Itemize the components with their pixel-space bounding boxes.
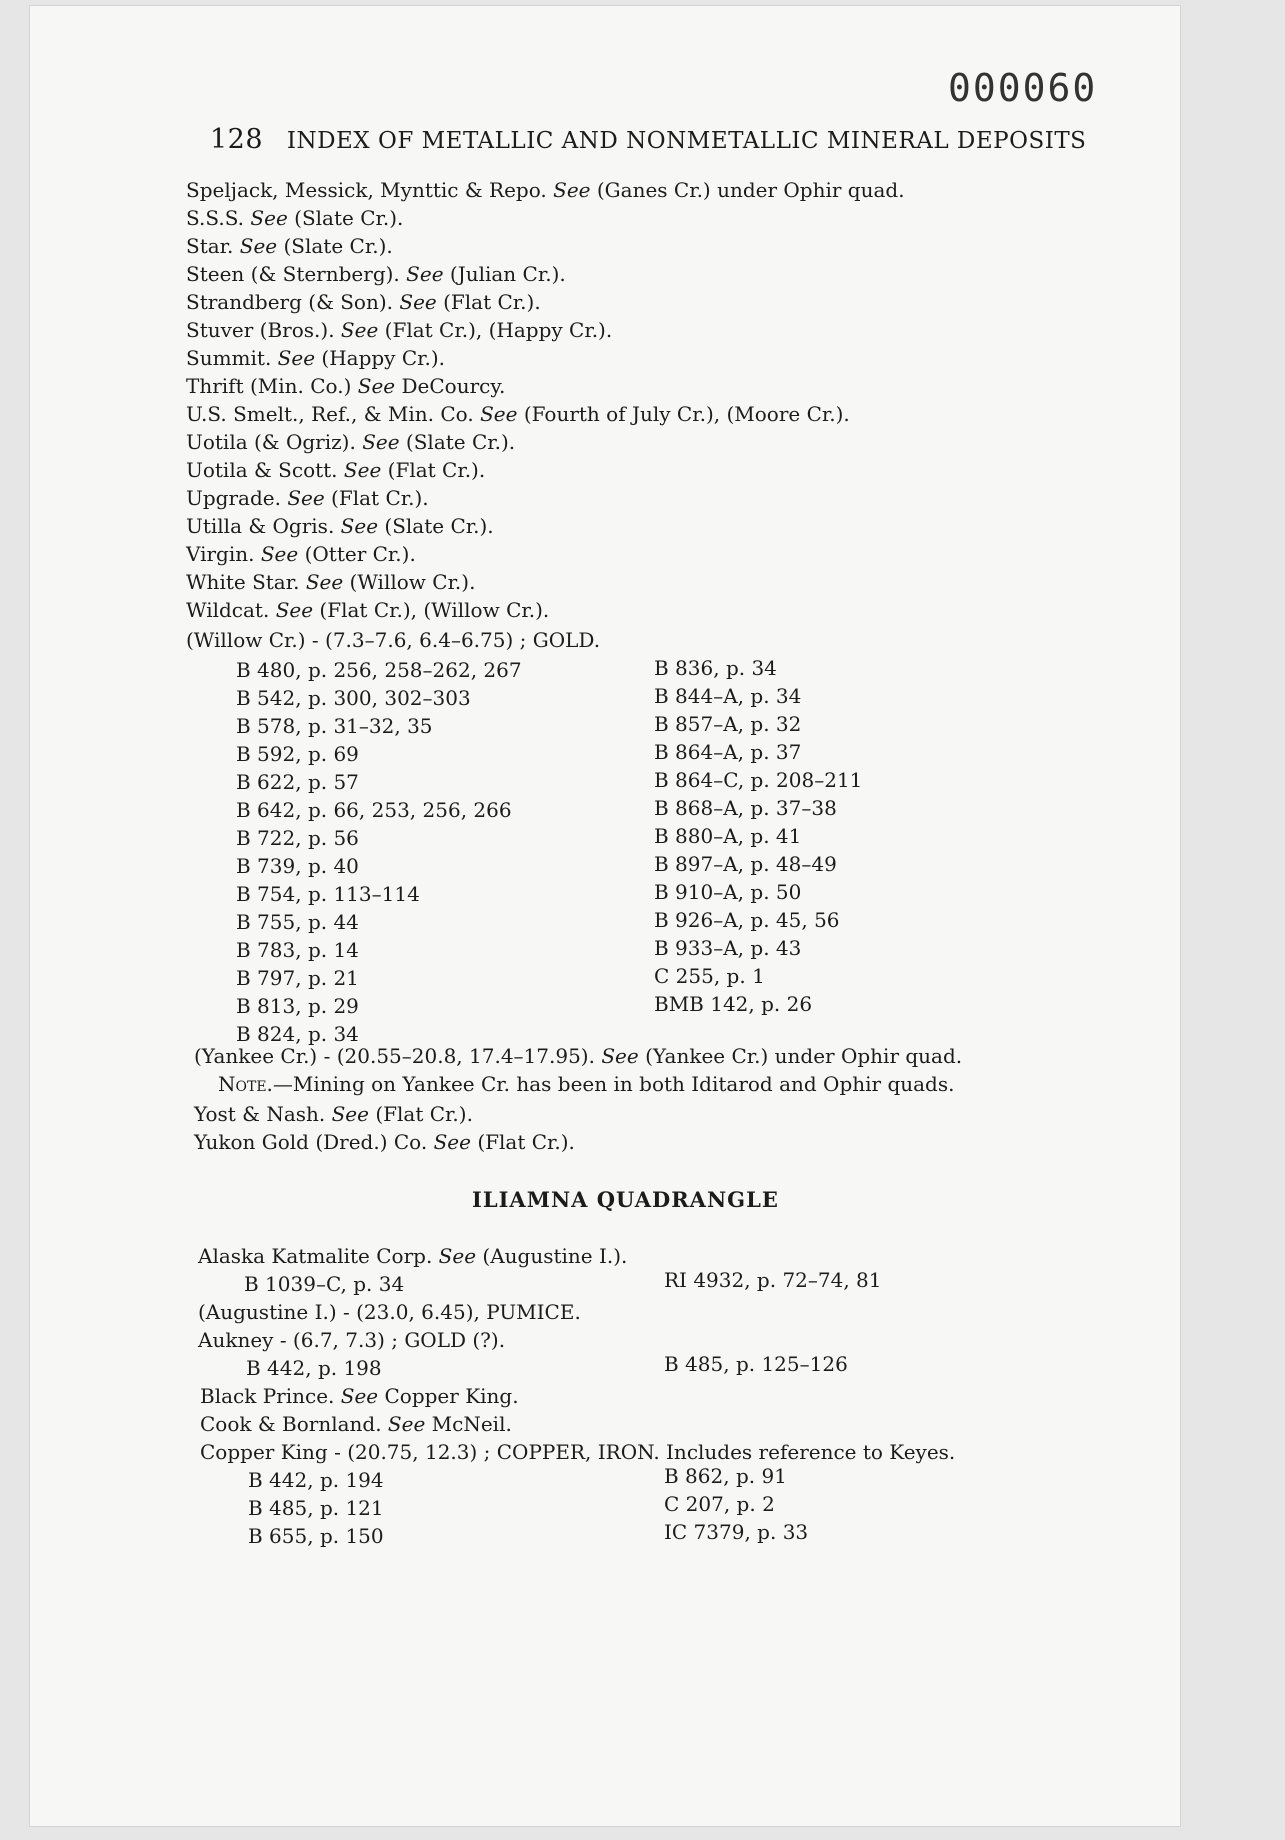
reference-item: B 933–A, p. 43 <box>654 936 802 960</box>
reference-item: B 864–A, p. 37 <box>654 740 802 764</box>
index-entry: Stuver (Bros.). See (Flat Cr.), (Happy Cr.). <box>186 318 613 342</box>
reference-item: B 442, p. 194 <box>248 1468 384 1492</box>
running-title: INDEX OF METALLIC AND NONMETALLIC MINERAL DEPOSITS <box>286 128 1087 154</box>
reference-item: B 880–A, p. 41 <box>654 824 802 848</box>
page-number: 128 <box>210 124 264 155</box>
copper-refs-right <box>664 1462 808 1546</box>
index-entry: Alaska Katmalite Corp. See (Augustine I.). <box>198 1244 628 1268</box>
section-title: ILIAMNA QUADRANGLE <box>472 1187 779 1212</box>
index-entry: Cook & Bornland. See McNeil. <box>200 1412 512 1436</box>
reference-item: IC 7379, p. 33 <box>664 1520 809 1544</box>
aukney-entry: Aukney - (6.7, 7.3) ; GOLD (?). <box>198 1328 506 1352</box>
reference-item: B 857–A, p. 32 <box>654 712 802 736</box>
reference-item: B 722, p. 56 <box>236 826 359 850</box>
index-entry: Summit. See (Happy Cr.). <box>186 346 446 370</box>
reference-item: B 485, p. 125–126 <box>664 1352 848 1376</box>
reference-item: B 755, p. 44 <box>236 910 359 934</box>
reference-item: B 578, p. 31–32, 35 <box>236 714 433 738</box>
index-entry: Steen (& Sternberg). See (Julian Cr.). <box>186 262 566 286</box>
index-entry: S.S.S. See (Slate Cr.). <box>186 206 404 230</box>
running-header <box>210 124 1086 155</box>
reference-item: B 739, p. 40 <box>236 854 359 878</box>
reference-item: B 862, p. 91 <box>664 1464 787 1488</box>
index-entry: Black Prince. See Copper King. <box>200 1384 519 1408</box>
index-entry: U.S. Smelt., Ref., & Min. Co. See (Fourth of July Cr.), (Moore Cr.). <box>186 402 850 426</box>
reference-item: B 642, p. 66, 253, 256, 266 <box>236 798 512 822</box>
reference-item: B 442, p. 198 <box>246 1356 382 1380</box>
augustine-entry: (Augustine I.) - (23.0, 6.45), PUMICE. <box>198 1300 581 1324</box>
index-entry: Strandberg (& Son). See (Flat Cr.). <box>186 290 541 314</box>
index-entry: Uotila (& Ogriz). See (Slate Cr.). <box>186 430 516 454</box>
reference-item: B 864–C, p. 208–211 <box>654 768 863 792</box>
reference-item: B 910–A, p. 50 <box>654 880 802 904</box>
reference-item: B 592, p. 69 <box>236 742 359 766</box>
reference-item: C 207, p. 2 <box>664 1492 775 1516</box>
index-entry: Yukon Gold (Dred.) Co. See (Flat Cr.). <box>194 1130 575 1154</box>
reference-item: B 754, p. 113–114 <box>236 882 420 906</box>
willow-refs-left <box>236 656 522 1048</box>
willow-heading: (Willow Cr.) - (7.3–7.6, 6.4–6.75) ; GOLD. <box>186 628 601 652</box>
reference-item: RI 4932, p. 72–74, 81 <box>664 1268 882 1292</box>
reference-item: B 813, p. 29 <box>236 994 359 1018</box>
reference-item: B 844–A, p. 34 <box>654 684 802 708</box>
copper-refs-left <box>248 1466 384 1550</box>
reference-item: B 1039–C, p. 34 <box>244 1272 405 1296</box>
copper-king-entry: Copper King - (20.75, 12.3) ; COPPER, IRON. Includes reference to Keyes. <box>200 1440 956 1464</box>
reference-item: B 824, p. 34 <box>236 1022 359 1046</box>
yankee-note: Note.—Mining on Yankee Cr. has been in both Iditarod and Ophir quads. <box>218 1072 955 1096</box>
serial-stamp: 000060 <box>948 66 1098 110</box>
reference-item: B 542, p. 300, 302–303 <box>236 686 471 710</box>
index-entry: White Star. See (Willow Cr.). <box>186 570 476 594</box>
index-entry: Virgin. See (Otter Cr.). <box>186 542 416 566</box>
index-entry: Wildcat. See (Flat Cr.), (Willow Cr.). <box>186 598 550 622</box>
reference-item: B 926–A, p. 45, 56 <box>654 908 840 932</box>
index-entry: Uotila & Scott. See (Flat Cr.). <box>186 458 486 482</box>
yankee-entry: (Yankee Cr.) - (20.55–20.8, 17.4–17.95). See (Yankee Cr.) under Ophir quad. <box>194 1044 963 1068</box>
reference-item: BMB 142, p. 26 <box>654 992 813 1016</box>
index-entry: Star. See (Slate Cr.). <box>186 234 393 258</box>
reference-item: B 897–A, p. 48–49 <box>654 852 837 876</box>
reference-item: B 622, p. 57 <box>236 770 359 794</box>
index-entry: Yost & Nash. See (Flat Cr.). <box>194 1102 473 1126</box>
reference-item: C 255, p. 1 <box>654 964 765 988</box>
index-entry: Speljack, Messick, Mynttic & Repo. See (Ganes Cr.) under Ophir quad. <box>186 178 905 202</box>
index-entry: Utilla & Ogris. See (Slate Cr.). <box>186 514 494 538</box>
index-entry: Upgrade. See (Flat Cr.). <box>186 486 429 510</box>
reference-item: B 836, p. 34 <box>654 656 777 680</box>
reference-item: B 480, p. 256, 258–262, 267 <box>236 658 522 682</box>
reference-item: B 797, p. 21 <box>236 966 359 990</box>
reference-item: B 783, p. 14 <box>236 938 359 962</box>
index-entry: Thrift (Min. Co.) See DeCourcy. <box>186 374 506 398</box>
reference-item: B 868–A, p. 37–38 <box>654 796 837 820</box>
willow-refs-right <box>654 654 862 1018</box>
reference-item: B 485, p. 121 <box>248 1496 384 1520</box>
reference-item: B 655, p. 150 <box>248 1524 384 1548</box>
